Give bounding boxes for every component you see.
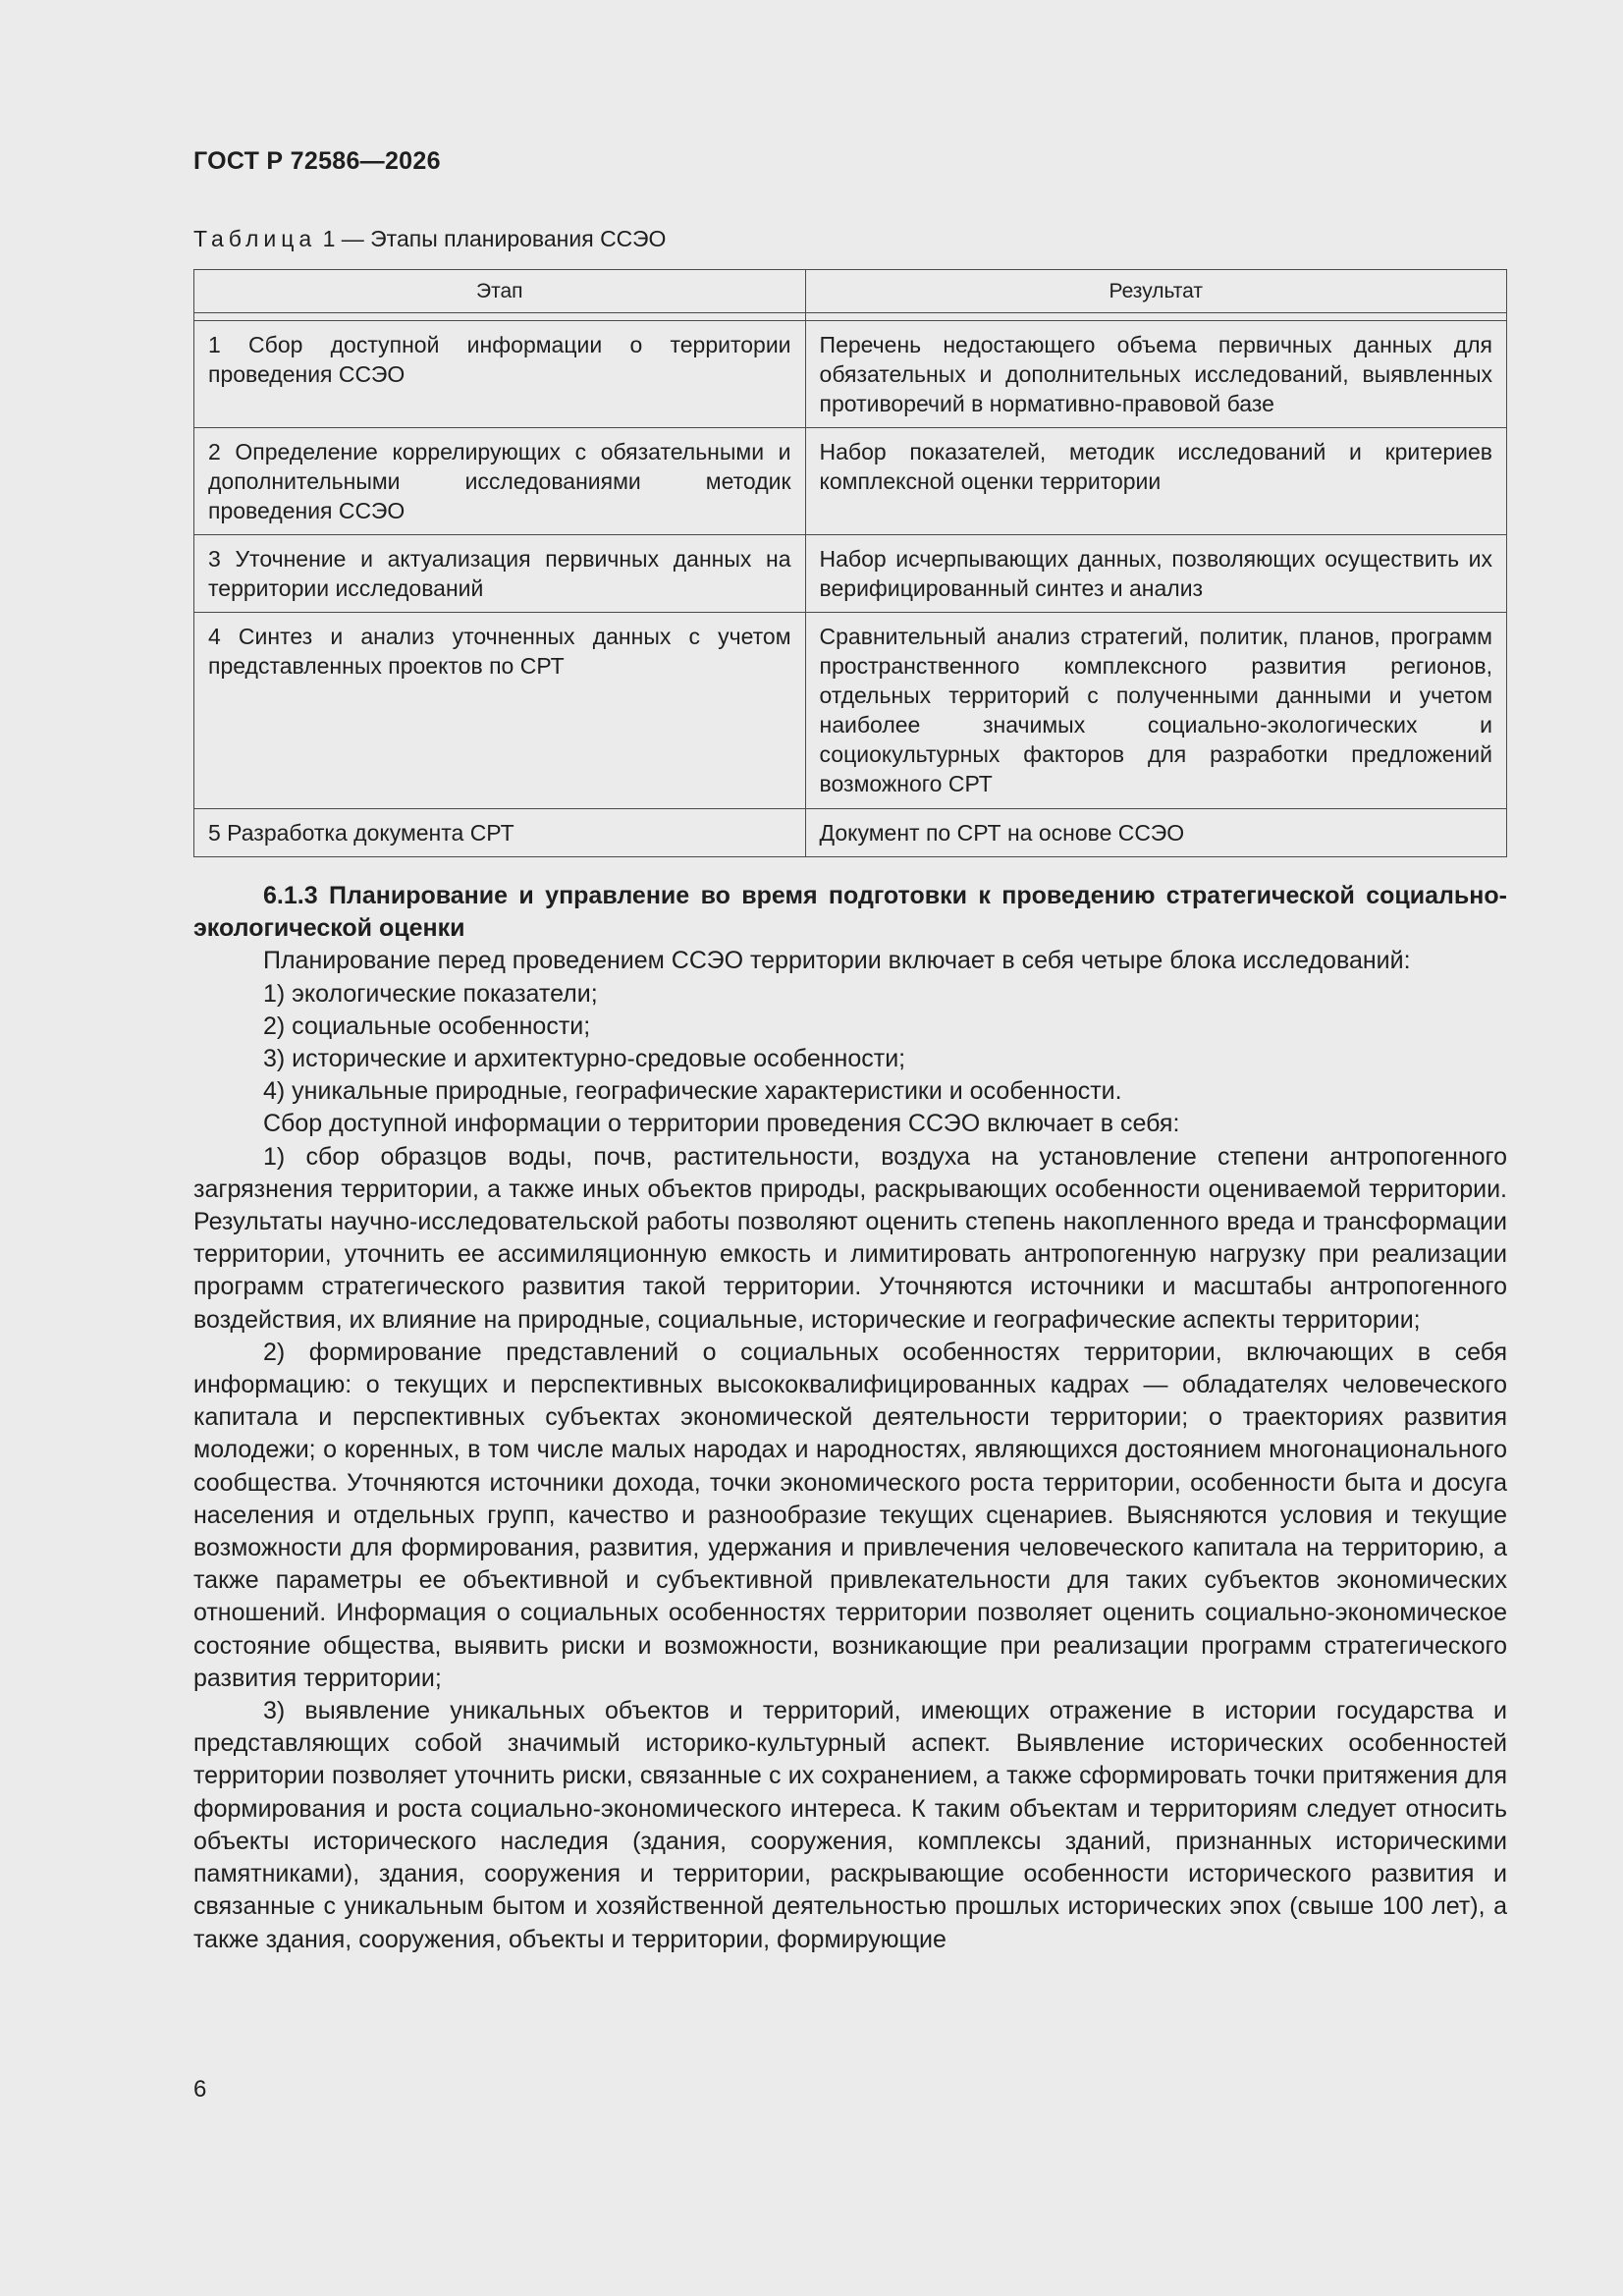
table-row bbox=[194, 321, 1507, 428]
list-item: 2) социальные особенности; bbox=[263, 1011, 591, 1040]
stage-cell: 3 Уточнение и актуализация первичных данных на территории исследований bbox=[194, 535, 806, 613]
table-row bbox=[194, 613, 1507, 809]
paragraph: Сбор доступной информации о территории проведения ССЭО включает в себя: bbox=[263, 1110, 1180, 1138]
stage-cell: 2 Определение коррелирующих с обязательными и дополнительными исследованиями методик проведения ССЭО bbox=[194, 428, 806, 535]
list-item: 1) экологические показатели; bbox=[263, 979, 598, 1008]
table-header-row bbox=[194, 270, 1507, 313]
result-cell: Набор исчерпывающих данных, позволяющих осуществить их верифицированный синтез и анализ bbox=[805, 535, 1506, 613]
stage-cell: 4 Синтез и анализ уточненных данных с учетом представленных проектов по СРТ bbox=[194, 613, 806, 809]
table-caption bbox=[193, 226, 666, 252]
list-item: 2) формирование представлений о социальных особенностях территории, включающих в себя информацию: о текущих и перспективных высококвалифицированных кадрах — обладателях человеческого капитала и перспективных субъектах экономической деятельности территории; о траекториях развития молодежи; о коренных, в том числе малых народах и народностях, являющихся достоянием многонационального сообщества. Уточняются источники дохода, точки экономического роста территории, особенности быта и досуга населения и отдельных групп, качество и разнообразие текущих сценариев. Выясняются условия и текущие возможности для формирования, развития, удержания и привлечения человеческого капитала на территорию, а также параметры ее объективной и субъективной привлекательности для таких субъектов экономических отношений. Информация о социальных особенностях территории позволяет оценить социально-экономическое состояние общества, выявить риски и возможности, возникающие при реализации программ стратегического развития территории; bbox=[193, 1338, 1507, 1692]
page-number: 6 bbox=[193, 2076, 207, 2103]
stage-cell: 1 Сбор доступной информации о территории проведения ССЭО bbox=[194, 321, 806, 428]
table-row bbox=[194, 428, 1507, 535]
list-item: 3) исторические и архитектурно-средовые особенности; bbox=[263, 1045, 906, 1073]
table-row bbox=[194, 809, 1507, 857]
result-cell: Документ по СРТ на основе ССЭО bbox=[805, 809, 1506, 857]
result-cell: Перечень недостающего объема первичных данных для обязательных и дополнительных исследований, выявленных противоречий в нормативно-правовой базе bbox=[805, 321, 1506, 428]
section-body bbox=[193, 880, 1507, 1956]
document-header: ГОСТ Р 72586—2026 bbox=[193, 147, 441, 175]
table-row bbox=[194, 535, 1507, 613]
result-cell: Набор показателей, методик исследований и критериев комплексной оценки территории bbox=[805, 428, 1506, 535]
table-header-spacer bbox=[194, 313, 1507, 321]
list-item: 3) выявление уникальных объектов и территорий, имеющих отражение в истории государства и представляющих собой значимый историко-культурный аспект. Выявление исторических особенностей территории позволяет уточнить риски, связанные с их сохранением, а также сформировать точки притяжения для формирования и роста социально-экономического интереса. К таким объектам и территориям следует относить объекты исторического наследия (здания, сооружения, комплексы зданий, признанных историческими памятниками), здания, сооружения и территории, раскрывающие особенности исторического развития и связанные с уникальным бытом и хозяйственной деятельностью прошлых исторических эпох (свыше 100 лет), а также здания, сооружения, объекты и территории, формирующие bbox=[193, 1697, 1507, 1953]
list-item: 1) сбор образцов воды, почв, растительности, воздуха на установление степени антропогенного загрязнения территории, а также иных объектов природы, раскрывающих особенности оцениваемой территории. Результаты научно-исследовательской работы позволяют оценить степень накопленного вреда и трансформации территории, уточнить ее ассимиляционную емкость и лимитировать антропогенную нагрузку при реализации программ стратегического развития такой территории. Уточняются источники и масштабы антропогенного воздействия, их влияние на природные, социальные, исторические и географические аспекты территории; bbox=[193, 1142, 1507, 1334]
column-header-result: Результат bbox=[805, 270, 1506, 313]
list-item: 4) уникальные природные, географические характеристики и особенности. bbox=[263, 1077, 1122, 1106]
stages-table bbox=[193, 269, 1507, 857]
table-caption-label: Таблица bbox=[193, 226, 317, 251]
result-cell: Сравнительный анализ стратегий, политик, планов, программ пространственного комплексного развития регионов, отдельных территорий с полученными данными и учетом наиболее значимых социально-экологических и социокультурных факторов для разработки предложений возможного СРТ bbox=[805, 613, 1506, 809]
paragraph: Планирование перед проведением ССЭО территории включает в себя четыре блока исследований: bbox=[263, 947, 1411, 975]
table-caption-text: 1 — Этапы планирования ССЭО bbox=[322, 226, 667, 251]
section-heading: 6.1.3 Планирование и управление во время подготовки к проведению стратегической социально-экологической оценки bbox=[193, 882, 1507, 943]
stage-cell: 5 Разработка документа СРТ bbox=[194, 809, 806, 857]
column-header-stage: Этап bbox=[194, 270, 806, 313]
